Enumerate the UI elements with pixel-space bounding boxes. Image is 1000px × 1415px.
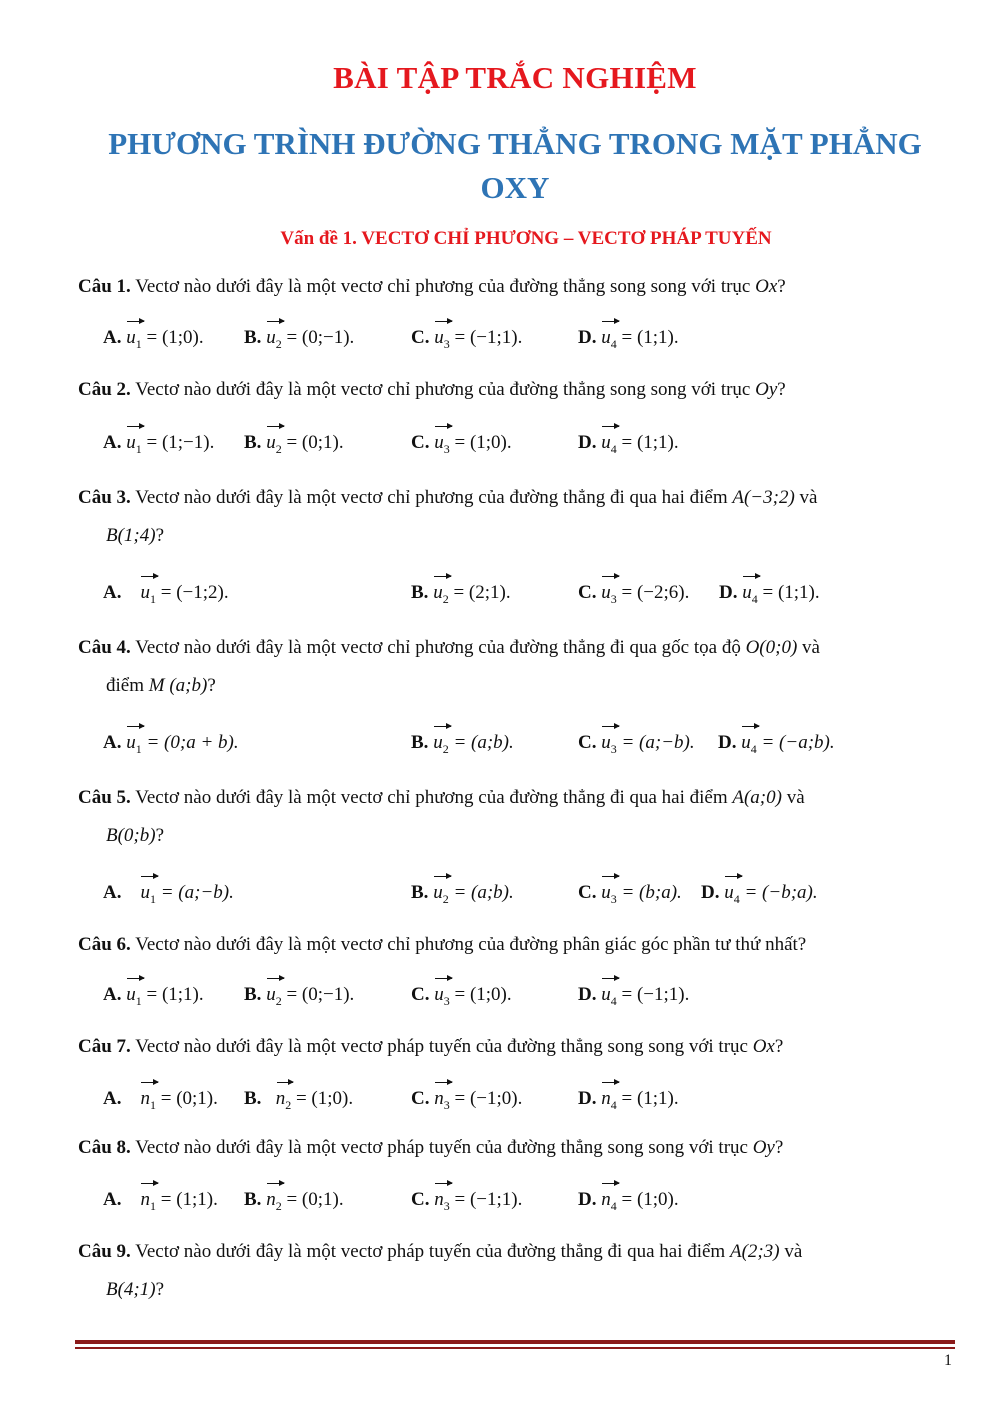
- question-end: ?: [155, 525, 165, 546]
- question-label: Câu 7.: [78, 1036, 131, 1057]
- option-a[interactable]: [103, 723, 239, 769]
- option-letter: A.: [103, 327, 122, 348]
- option-letter: B.: [244, 1088, 262, 1109]
- vector-symbol: $u_2$: [433, 723, 449, 769]
- option-d[interactable]: [718, 723, 835, 769]
- question-text: Vectơ nào dưới đây là một vectơ chỉ phương của đường thẳng song song với trục: [135, 379, 751, 400]
- question-end: ?: [155, 825, 165, 846]
- option-a[interactable]: [103, 1180, 218, 1226]
- question-math: Oy: [752, 1137, 775, 1158]
- option-letter: C.: [411, 1088, 430, 1109]
- vector-symbol: $u_1$: [126, 975, 142, 1021]
- option-a[interactable]: [103, 873, 234, 919]
- vector-symbol: $n_4$: [601, 1180, 617, 1226]
- question-math: A(2;3): [729, 1241, 780, 1262]
- vector-symbol: $u_4$: [742, 573, 758, 619]
- question-6: [78, 926, 953, 964]
- option-value: = (1;1).: [621, 1088, 679, 1109]
- footer-divider: [75, 1340, 955, 1344]
- options-1: [103, 318, 953, 358]
- option-value: = (a;b).: [453, 882, 514, 903]
- vector-symbol: $n_2$: [266, 1180, 282, 1226]
- vector-symbol: $u_3$: [601, 723, 617, 769]
- question-label: Câu 2.: [78, 379, 131, 400]
- document-title: BÀI TẬP TRẮC NGHIỆM: [333, 60, 697, 95]
- option-letter: C.: [578, 732, 597, 753]
- question-point-b: B(4;1): [106, 1279, 156, 1300]
- question-math: Oy: [755, 379, 778, 400]
- option-c[interactable]: [411, 423, 512, 469]
- vector-symbol: $n_2$: [276, 1079, 292, 1125]
- question-2: [78, 371, 953, 409]
- option-letter: B.: [244, 432, 262, 453]
- option-letter: B.: [411, 882, 429, 903]
- option-b[interactable]: [411, 573, 511, 619]
- question-and: và: [799, 487, 818, 508]
- question-text: Vectơ nào dưới đây là một vectơ chỉ phương của đường thẳng đi qua hai điểm: [135, 787, 728, 808]
- question-9: [78, 1233, 953, 1309]
- question-end: ?: [774, 1137, 784, 1158]
- option-value: = (−1;0).: [454, 1088, 523, 1109]
- option-b[interactable]: [244, 1079, 353, 1125]
- question-text: Vectơ nào dưới đây là một vectơ pháp tuyến của đường thẳng song song với trục: [135, 1036, 748, 1057]
- option-value: = (−2;6).: [621, 582, 690, 603]
- option-value: = (0;−1).: [286, 327, 355, 348]
- vector-symbol: $u_2$: [433, 573, 449, 619]
- vector-symbol: $n_1$: [140, 1180, 156, 1226]
- question-end: ?: [207, 675, 216, 696]
- question-point-word: điểm: [106, 675, 144, 696]
- question-and: và: [786, 787, 805, 808]
- option-d[interactable]: [701, 873, 818, 919]
- option-letter: B.: [244, 327, 262, 348]
- vector-symbol: $u_4$: [601, 975, 617, 1021]
- question-math: A(−3;2): [732, 487, 795, 508]
- option-value: = (−1;1).: [454, 327, 523, 348]
- option-value: = (1;1).: [762, 582, 820, 603]
- question-text: Vectơ nào dưới đây là một vectơ chỉ phương của đường thẳng song song với trục: [135, 276, 751, 297]
- option-letter: A.: [103, 882, 122, 903]
- options-8: [103, 1180, 953, 1220]
- option-value: = (0;1).: [160, 1088, 218, 1109]
- option-value: = (−1;2).: [160, 582, 229, 603]
- option-letter: D.: [701, 882, 720, 903]
- option-letter: B.: [244, 984, 262, 1005]
- option-letter: A.: [103, 432, 122, 453]
- question-math: Ox: [755, 276, 778, 297]
- option-d[interactable]: [578, 975, 689, 1021]
- question-5: [78, 779, 953, 855]
- option-b[interactable]: [244, 423, 344, 469]
- question-1: [78, 268, 953, 306]
- option-a[interactable]: [103, 573, 229, 619]
- option-letter: C.: [578, 582, 597, 603]
- option-letter: B.: [411, 732, 429, 753]
- option-c[interactable]: [411, 975, 512, 1021]
- option-letter: B.: [244, 1189, 262, 1210]
- option-letter: C.: [411, 432, 430, 453]
- option-c[interactable]: [578, 873, 682, 919]
- option-letter: A.: [103, 1189, 122, 1210]
- vector-symbol: $u_3$: [434, 318, 450, 364]
- option-b[interactable]: [244, 975, 354, 1021]
- question-text: Vectơ nào dưới đây là một vectơ chỉ phương của đường thẳng đi qua gốc tọa độ: [135, 637, 741, 658]
- option-c[interactable]: [411, 1180, 522, 1226]
- option-value: = (1;1).: [621, 327, 679, 348]
- question-math: O(0;0): [745, 637, 798, 658]
- question-label: Câu 6.: [78, 934, 131, 955]
- option-letter: B.: [411, 582, 429, 603]
- option-value: = (2;1).: [453, 582, 511, 603]
- question-label: Câu 8.: [78, 1137, 131, 1158]
- question-text: Vectơ nào dưới đây là một vectơ chỉ phương của đường phân giác góc phần tư thứ nhất?: [135, 934, 807, 955]
- option-letter: A.: [103, 1088, 122, 1109]
- option-letter: C.: [411, 984, 430, 1005]
- option-c[interactable]: [578, 573, 689, 619]
- option-letter: C.: [411, 327, 430, 348]
- question-end: ?: [777, 379, 786, 400]
- question-label: Câu 5.: [78, 787, 131, 808]
- option-letter: D.: [578, 1088, 597, 1109]
- option-value: = (0;1).: [286, 432, 344, 453]
- question-label: Câu 9.: [78, 1241, 131, 1262]
- option-value: = (0;a + b).: [146, 732, 239, 753]
- question-point-b: B(1;4): [106, 525, 156, 546]
- question-text: Vectơ nào dưới đây là một vectơ pháp tuyến của đường thẳng đi qua hai điểm: [135, 1241, 726, 1262]
- option-value: = (1;1).: [160, 1189, 218, 1210]
- option-letter: D.: [578, 432, 597, 453]
- vector-symbol: $u_3$: [601, 573, 617, 619]
- option-value: = (−1;1).: [621, 984, 690, 1005]
- options-6: [103, 975, 953, 1015]
- footer-divider-thin: [75, 1347, 955, 1349]
- option-value: = (1;1).: [621, 432, 679, 453]
- vector-symbol: $u_1$: [140, 873, 156, 919]
- option-c[interactable]: [578, 723, 695, 769]
- option-c[interactable]: [411, 1079, 522, 1125]
- section-heading: Vấn đề 1. VECTƠ CHỈ PHƯƠNG – VECTƠ PHÁP TUYẾN: [280, 228, 772, 249]
- vector-symbol: $u_2$: [266, 975, 282, 1021]
- option-letter: C.: [411, 1189, 430, 1210]
- option-b[interactable]: [411, 723, 514, 769]
- option-value: = (1;0).: [454, 984, 512, 1005]
- option-value: = (−1;1).: [454, 1189, 523, 1210]
- option-b[interactable]: [244, 318, 354, 364]
- vector-symbol: $u_3$: [601, 873, 617, 919]
- option-a[interactable]: [103, 1079, 218, 1125]
- question-text: Vectơ nào dưới đây là một vectơ chỉ phương của đường thẳng đi qua hai điểm: [135, 487, 728, 508]
- question-end: ?: [155, 1279, 165, 1300]
- option-letter: D.: [578, 984, 597, 1005]
- question-label: Câu 4.: [78, 637, 131, 658]
- question-point-b: B(0;b): [106, 825, 156, 846]
- vector-symbol: $n_1$: [140, 1079, 156, 1125]
- option-d[interactable]: [578, 1079, 679, 1125]
- question-math: A(a;0): [732, 787, 782, 808]
- option-letter: D.: [578, 327, 597, 348]
- question-end: ?: [774, 1036, 784, 1057]
- option-value: = (1;−1).: [146, 432, 215, 453]
- question-4: [78, 629, 953, 705]
- option-value: = (a;−b).: [621, 732, 695, 753]
- vector-symbol: $u_1$: [126, 723, 142, 769]
- option-letter: C.: [578, 882, 597, 903]
- question-label: Câu 1.: [78, 276, 131, 297]
- vector-symbol: $u_2$: [266, 423, 282, 469]
- vector-symbol: $u_2$: [433, 873, 449, 919]
- option-d[interactable]: [578, 1180, 679, 1226]
- option-c[interactable]: [411, 318, 522, 364]
- question-point-m: M (a;b): [148, 675, 208, 696]
- vector-symbol: $u_1$: [126, 318, 142, 364]
- page-number: 1: [944, 1352, 952, 1369]
- option-a[interactable]: [103, 975, 204, 1021]
- vector-symbol: $u_1$: [126, 423, 142, 469]
- option-value: = (1;1).: [146, 984, 204, 1005]
- option-value: = (a;b).: [453, 732, 514, 753]
- option-value: = (−b;a).: [744, 882, 818, 903]
- question-3: [78, 479, 953, 555]
- option-value: = (b;a).: [621, 882, 682, 903]
- vector-symbol: $u_4$: [601, 318, 617, 364]
- option-value: = (a;−b).: [160, 882, 234, 903]
- vector-symbol: $u_4$: [601, 423, 617, 469]
- vector-symbol: $n_4$: [601, 1079, 617, 1125]
- options-4: [103, 723, 953, 763]
- option-d[interactable]: [578, 423, 679, 469]
- option-value: = (1;0).: [454, 432, 512, 453]
- option-letter: A.: [103, 732, 122, 753]
- vector-symbol: $u_3$: [434, 975, 450, 1021]
- vector-symbol: $u_4$: [741, 723, 757, 769]
- vector-symbol: $n_3$: [434, 1180, 450, 1226]
- option-letter: A.: [103, 582, 122, 603]
- question-label: Câu 3.: [78, 487, 131, 508]
- option-value: = (−a;b).: [761, 732, 835, 753]
- options-2: [103, 423, 953, 463]
- option-d[interactable]: [578, 318, 679, 364]
- question-text: Vectơ nào dưới đây là một vectơ pháp tuyến của đường thẳng song song với trục: [135, 1137, 748, 1158]
- question-and: và: [784, 1241, 803, 1262]
- options-3: [103, 573, 953, 613]
- question-end: ?: [777, 276, 786, 297]
- option-letter: D.: [718, 732, 737, 753]
- vector-symbol: $u_1$: [140, 573, 156, 619]
- question-7: [78, 1028, 953, 1066]
- option-letter: D.: [578, 1189, 597, 1210]
- options-7: [103, 1079, 953, 1119]
- option-value: = (1;0).: [621, 1189, 679, 1210]
- option-value: = (1;0).: [146, 327, 204, 348]
- option-value: = (1;0).: [295, 1088, 354, 1109]
- vector-symbol: $u_2$: [266, 318, 282, 364]
- option-a[interactable]: [103, 318, 204, 364]
- question-8: [78, 1129, 953, 1167]
- vector-symbol: $n_3$: [434, 1079, 450, 1125]
- vector-symbol: $u_3$: [434, 423, 450, 469]
- option-b[interactable]: [411, 873, 514, 919]
- option-d[interactable]: [719, 573, 820, 619]
- option-value: = (0;−1).: [286, 984, 355, 1005]
- option-a[interactable]: [103, 423, 214, 469]
- option-b[interactable]: [244, 1180, 344, 1226]
- vector-symbol: $u_4$: [724, 873, 740, 919]
- option-letter: A.: [103, 984, 122, 1005]
- question-and: và: [802, 637, 820, 658]
- option-letter: D.: [719, 582, 738, 603]
- option-value: = (0;1).: [286, 1189, 344, 1210]
- options-5: [103, 873, 953, 913]
- document-subtitle: PHƯƠNG TRÌNH ĐƯỜNG THẲNG TRONG MẶT PHẲNG OXY: [108, 126, 922, 205]
- question-math: Ox: [752, 1036, 775, 1057]
